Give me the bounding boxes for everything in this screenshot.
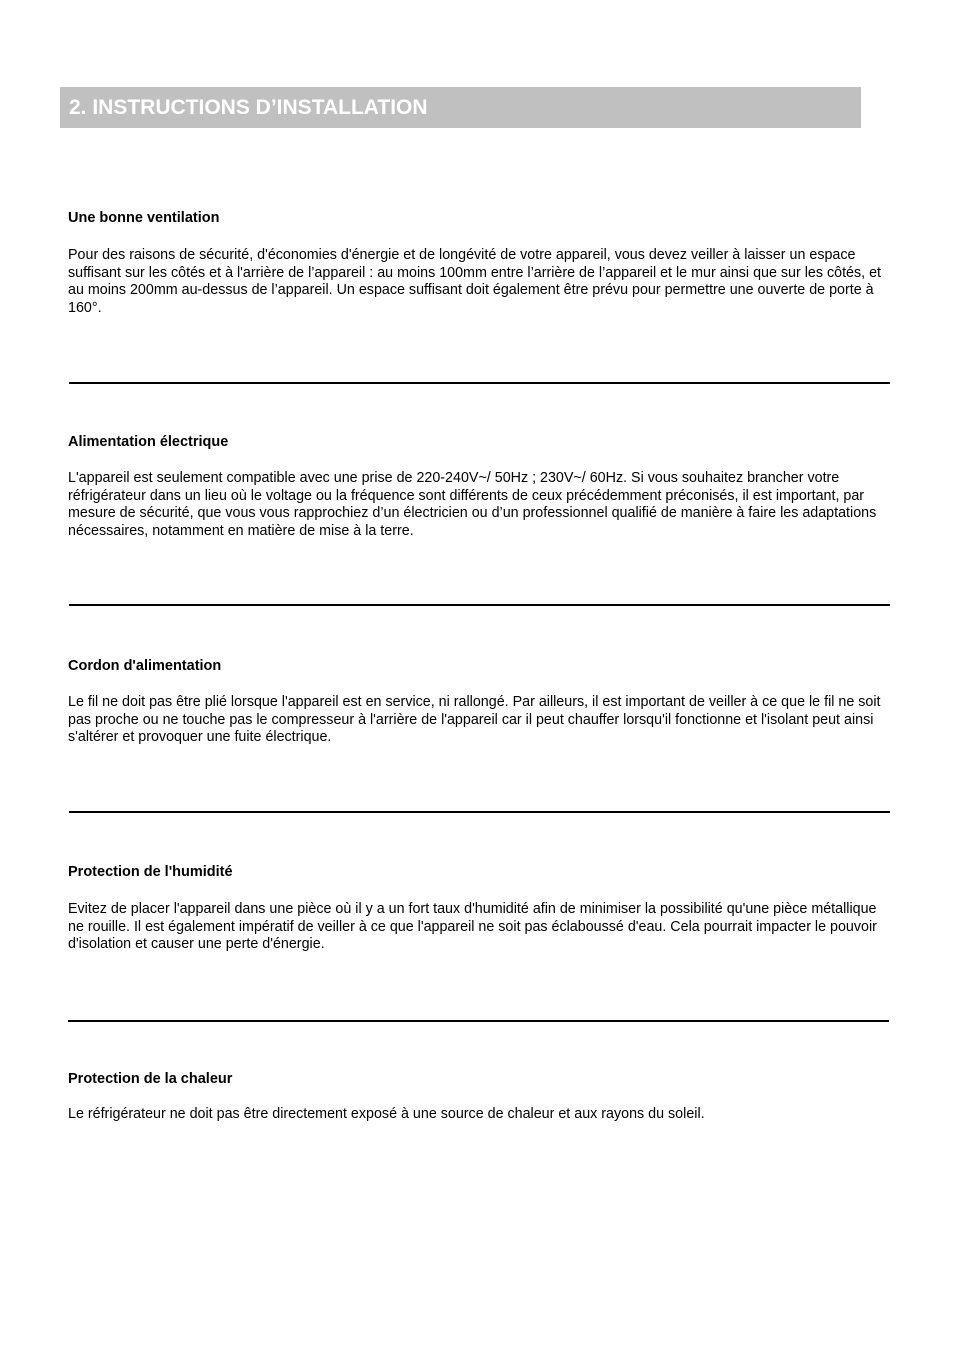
section-heading-alimentation: Alimentation électrique (68, 434, 229, 450)
section-heading-ventilation: Une bonne ventilation (68, 210, 220, 226)
section-heading-chaleur: Protection de la chaleur (68, 1071, 233, 1087)
section-text-cordon: Le fil ne doit pas être plié lorsque l'appareil est en service, ni rallongé. Par ailleurs, il est important de veiller à ce que le fil ne soit pas proche ou ne touche pas le compresseur à l'arrière de l'appareil car il peut chauffer lorsqu'il fonctionne et l'isolant peut ainsi s'altérer et provoquer une fuite électrique. (68, 694, 881, 746)
section-text-alimentation: L'appareil est seulement compatible avec une prise de 220-240V~/ 50Hz ; 230V~/ 60Hz. Si vous souhaitez brancher votre réfrigérateur dans un lieu où le voltage ou la fréquence sont différents de ceux précédemment préconisés, il est important, par mesure de sécurité, que vous vous rapprochiez d’un électricien ou d’un professionnel qualifié de manière à faire les adaptations nécessaires, notamment en matière de mise à la terre. (68, 470, 877, 539)
section-divider (69, 382, 890, 384)
section-text-ventilation: Pour des raisons de sécurité, d'économies d'énergie et de longévité de votre appareil, vous devez veiller à laisser un espace suffisant sur les côtés et à l'arrière de l’appareil : au moins 100mm entre l’arrière de l’appareil et le mur ainsi que sur les côtés, et au moins 200mm au-dessus de l’appareil. Un espace suffisant doit également être prévu pour permettre une ouverte de porte à 160°. (68, 247, 882, 316)
section-text-humidite: Evitez de placer l'appareil dans une pièce où il y a un fort taux d'humidité afin de minimiser la possibilité qu'une pièce métallique ne rouille. Il est également impératif de veiller à ce que l'appareil ne soit pas éclaboussé d'eau. Cela pourrait impacter le pouvoir d'isolation et causer une perte d'énergie. (68, 901, 877, 953)
section-text-chaleur: Le réfrigérateur ne doit pas être directement exposé à une source de chaleur et aux rayons du soleil. (68, 1106, 705, 1122)
section-divider (69, 604, 890, 606)
page-title: 2. INSTRUCTIONS D’INSTALLATION (69, 96, 428, 119)
section-heading-cordon: Cordon d'alimentation (68, 658, 222, 674)
section-title-bar (60, 87, 861, 128)
section-divider (69, 811, 890, 813)
section-divider (68, 1020, 889, 1022)
section-heading-humidite: Protection de l'humidité (68, 864, 233, 880)
